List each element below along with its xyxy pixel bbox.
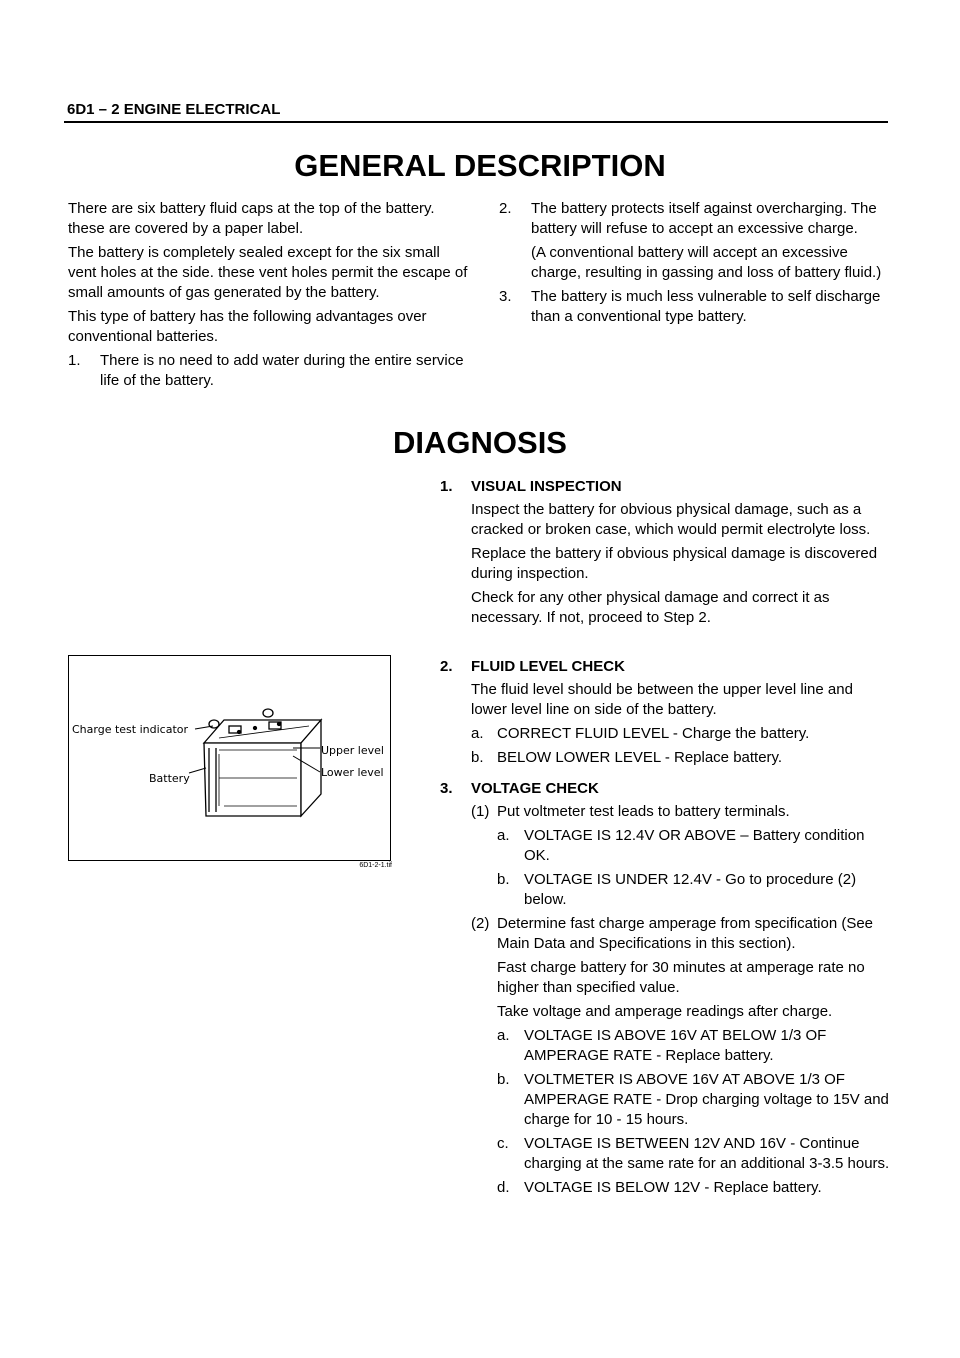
section-title	[440, 779, 890, 799]
item-text: BELOW LOWER LEVEL - Replace battery.	[497, 749, 783, 766]
header-rule	[64, 121, 888, 123]
general-right-column	[499, 199, 884, 331]
paragraph: Fast charge battery for 30 minutes at amperage rate no higher than specified value.	[497, 959, 865, 996]
general-left-column	[68, 199, 468, 395]
diagnosis-heading: DIAGNOSIS	[393, 425, 567, 460]
section-number: 2.	[440, 658, 453, 675]
figure-caption: 6D1-2-1.tif	[359, 862, 392, 869]
step-label: (1)	[471, 803, 490, 820]
item-text: VOLTAGE IS UNDER 12.4V - Go to procedure (2) below.	[524, 871, 857, 908]
page-header: 6D1 – 2 ENGINE ELECTRICAL	[67, 101, 281, 118]
section-body	[440, 500, 890, 628]
battery-illustration	[69, 656, 390, 860]
list-item	[497, 1134, 890, 1174]
item-text: The battery protects itself against overcharging. The battery will refuse to accept an excessive charge.	[531, 200, 877, 237]
item-label: d.	[497, 1179, 510, 1196]
section-number: 3.	[440, 780, 453, 797]
section-title-text: VISUAL INSPECTION	[471, 478, 622, 495]
item-text: VOLTAGE IS BETWEEN 12V AND 16V - Continue charging at the same rate for an additional 3-3.5 hours.	[524, 1135, 890, 1172]
battery-drawing	[204, 720, 321, 816]
section-title-text: FLUID LEVEL CHECK	[471, 658, 625, 675]
lower-level-label: Lower level	[321, 766, 384, 779]
paragraph: This type of battery has the following advantages over conventional batteries.	[68, 308, 427, 345]
upper-level-label: Upper level	[321, 744, 384, 757]
item-label: a.	[497, 1027, 510, 1044]
paragraph: The fluid level should be between the upper level line and lower level line on side of the battery.	[471, 681, 853, 718]
paragraph: Inspect the battery for obvious physical damage, such as a cracked or broken case, which would permit electrolyte loss.	[471, 501, 871, 538]
list-item	[497, 826, 890, 866]
item-text: CORRECT FLUID LEVEL - Charge the battery.	[497, 725, 810, 742]
section-title	[440, 477, 890, 497]
item-text: The battery is much less vulnerable to self discharge than a conventional type battery.	[531, 288, 881, 325]
paragraph: Replace the battery if obvious physical damage is discovered during inspection.	[471, 545, 878, 582]
item-label: a.	[497, 827, 510, 844]
general-description-heading: GENERAL DESCRIPTION	[294, 148, 666, 183]
step-text: Determine fast charge amperage from specification (See Main Data and Specifications in this section).	[497, 915, 874, 952]
step-label: (2)	[471, 915, 490, 932]
item-text: There is no need to add water during the entire service life of the battery.	[100, 352, 464, 389]
paragraph: Take voltage and amperage readings after charge.	[497, 1003, 833, 1020]
item-label: a.	[471, 725, 484, 742]
item-number: 1.	[68, 352, 81, 369]
section-title-text: VOLTAGE CHECK	[471, 780, 599, 797]
list-item	[471, 724, 890, 744]
voltage-check-section	[440, 779, 890, 1202]
list-item	[497, 1178, 890, 1198]
procedure-step	[471, 802, 890, 910]
section-body	[440, 802, 890, 1198]
charge-test-indicator-label: Charge test indicator	[72, 723, 189, 736]
item-text: VOLTAGE IS 12.4V OR ABOVE – Battery condition OK.	[524, 827, 865, 864]
step-text: Put voltmeter test leads to battery terminals.	[497, 803, 790, 820]
advantage-item	[499, 287, 884, 327]
section-body	[440, 680, 890, 768]
list-item	[497, 1070, 890, 1130]
item-text: VOLTAGE IS BELOW 12V - Replace battery.	[524, 1179, 822, 1196]
item-text: VOLTAGE IS ABOVE 16V AT BELOW 1/3 OF AMPERAGE RATE - Replace battery.	[524, 1027, 827, 1064]
paragraph: There are six battery fluid caps at the top of the battery. these are covered by a paper label.	[68, 200, 435, 237]
item-label: b.	[471, 749, 484, 766]
list-item	[497, 870, 890, 910]
item-label: c.	[497, 1135, 509, 1152]
item-label: b.	[497, 871, 510, 888]
list-item	[497, 1026, 890, 1066]
item-text: VOLTMETER IS ABOVE 16V AT ABOVE 1/3 OF AMPERAGE RATE - Drop charging voltage to 15V and charge for 10 - 15 hours.	[524, 1071, 889, 1128]
item-note: (A conventional battery will accept an excessive charge, resulting in gassing and loss of battery fluid.)	[531, 244, 882, 281]
battery-label: Battery	[149, 772, 190, 785]
procedure-step	[471, 914, 890, 1198]
item-label: b.	[497, 1071, 510, 1088]
battery-figure	[68, 655, 391, 861]
section-title	[440, 657, 890, 677]
item-number: 3.	[499, 288, 512, 305]
paragraph: The battery is completely sealed except for the six small vent holes at the side. these vent holes permit the escape of small amounts of gas generated by the battery.	[68, 244, 468, 301]
list-item	[471, 748, 890, 768]
visual-inspection-section	[440, 477, 890, 632]
advantage-item	[499, 199, 884, 283]
paragraph: Check for any other physical damage and correct it as necessary. If not, proceed to Step 2.	[471, 589, 830, 626]
advantage-item	[68, 351, 468, 391]
fluid-level-section	[440, 657, 890, 772]
item-number: 2.	[499, 200, 512, 217]
section-number: 1.	[440, 478, 453, 495]
